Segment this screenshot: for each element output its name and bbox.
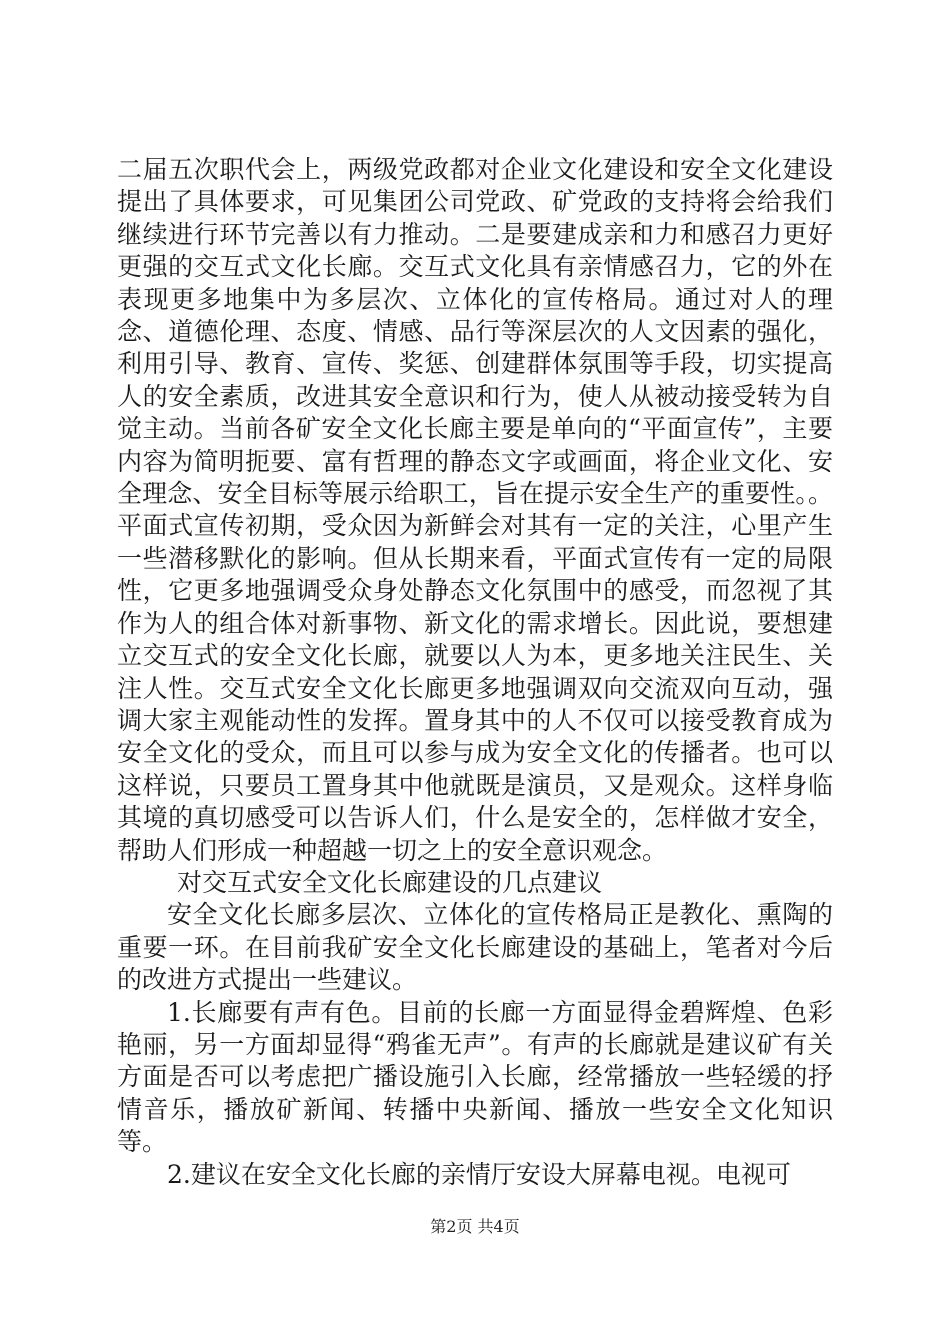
body-paragraph: 二届五次职代会上，两级党政都对企业文化建设和安全文化建设提出了具体要求，可见集团公司党政、矿党政的支持将会给我们继续进行环节完善以有力推动。二是要建成亲和力和感召力更好更强的交互式文化长廊。交互式文化具有亲情感召力，它的外在表现更多地集中为多层次、立体化的宣传格局。通过对人的理念、道德伦理、态度、情感、品行等深层次的人文因素的强化，利用引导、教育、宣传、奖惩、创建群体氛围等手段，切实提高人的安全素质，改进其安全意识和行为，使人从被动接受转为自觉主动。当前各矿安全文化长廊主要是单向的“平面宣传”，主要内容为简明扼要、富有哲理的静态文字或画面，将企业文化、安全理念、安全目标等展示给职工，旨在提示安全生产的重要性。。平面式宣传初期，受众因为新鲜会对其有一定的关注，心里产生一些潜移默化的影响。但从长期来看，平面式宣传有一定的局限性，它更多地强调受众身处静态文化氛围中的感受，而忽视了其作为人的组合体对新事物、新文化的需求增长。因此说，要想建立交互式的安全文化长廊，就要以人为本，更多地关注民生、关注人性。交互式安全文化长廊更多地强调双向交流双向互动，强调大家主观能动性的发挥。置身其中的人不仅可以接受教育成为安全文化的受众，而且可以参与成为安全文化的传播者。也可以这样说，只要员工置身其中他就既是演员，又是观众。这样身临其境的真切感受可以告诉人们，什么是安全的，怎样做才安全，帮助人们形成一种超越一切之上的安全意识观念。 bbox=[117, 155, 833, 865]
section-heading: 对交互式安全文化长廊建设的几点建议 bbox=[177, 867, 603, 897]
body-paragraph: 安全文化长廊多层次、立体化的宣传格局正是教化、熏陶的重要一环。在目前我矿安全文化长廊建设的基础上，笔者对今后的改进方式提出一些建议。 bbox=[117, 900, 833, 995]
document-body bbox=[117, 154, 833, 1191]
list-item: 1.长廊要有声有色。目前的长廊一方面显得金碧辉煌、色彩艳丽，另一方面却显得“鸦雀无声”。有声的长廊就是建议矿有关方面是否可以考虑把广播设施引入长廊，经常播放一些轻缓的抒情音乐，播放矿新闻、转播中央新闻、播放一些安全文化知识等。 bbox=[117, 997, 833, 1157]
list-item: 2.建议在安全文化长廊的亲情厅安设大屏幕电视。电视可 bbox=[167, 1159, 791, 1189]
page-footer: 第2页 共4页 bbox=[430, 1217, 520, 1236]
